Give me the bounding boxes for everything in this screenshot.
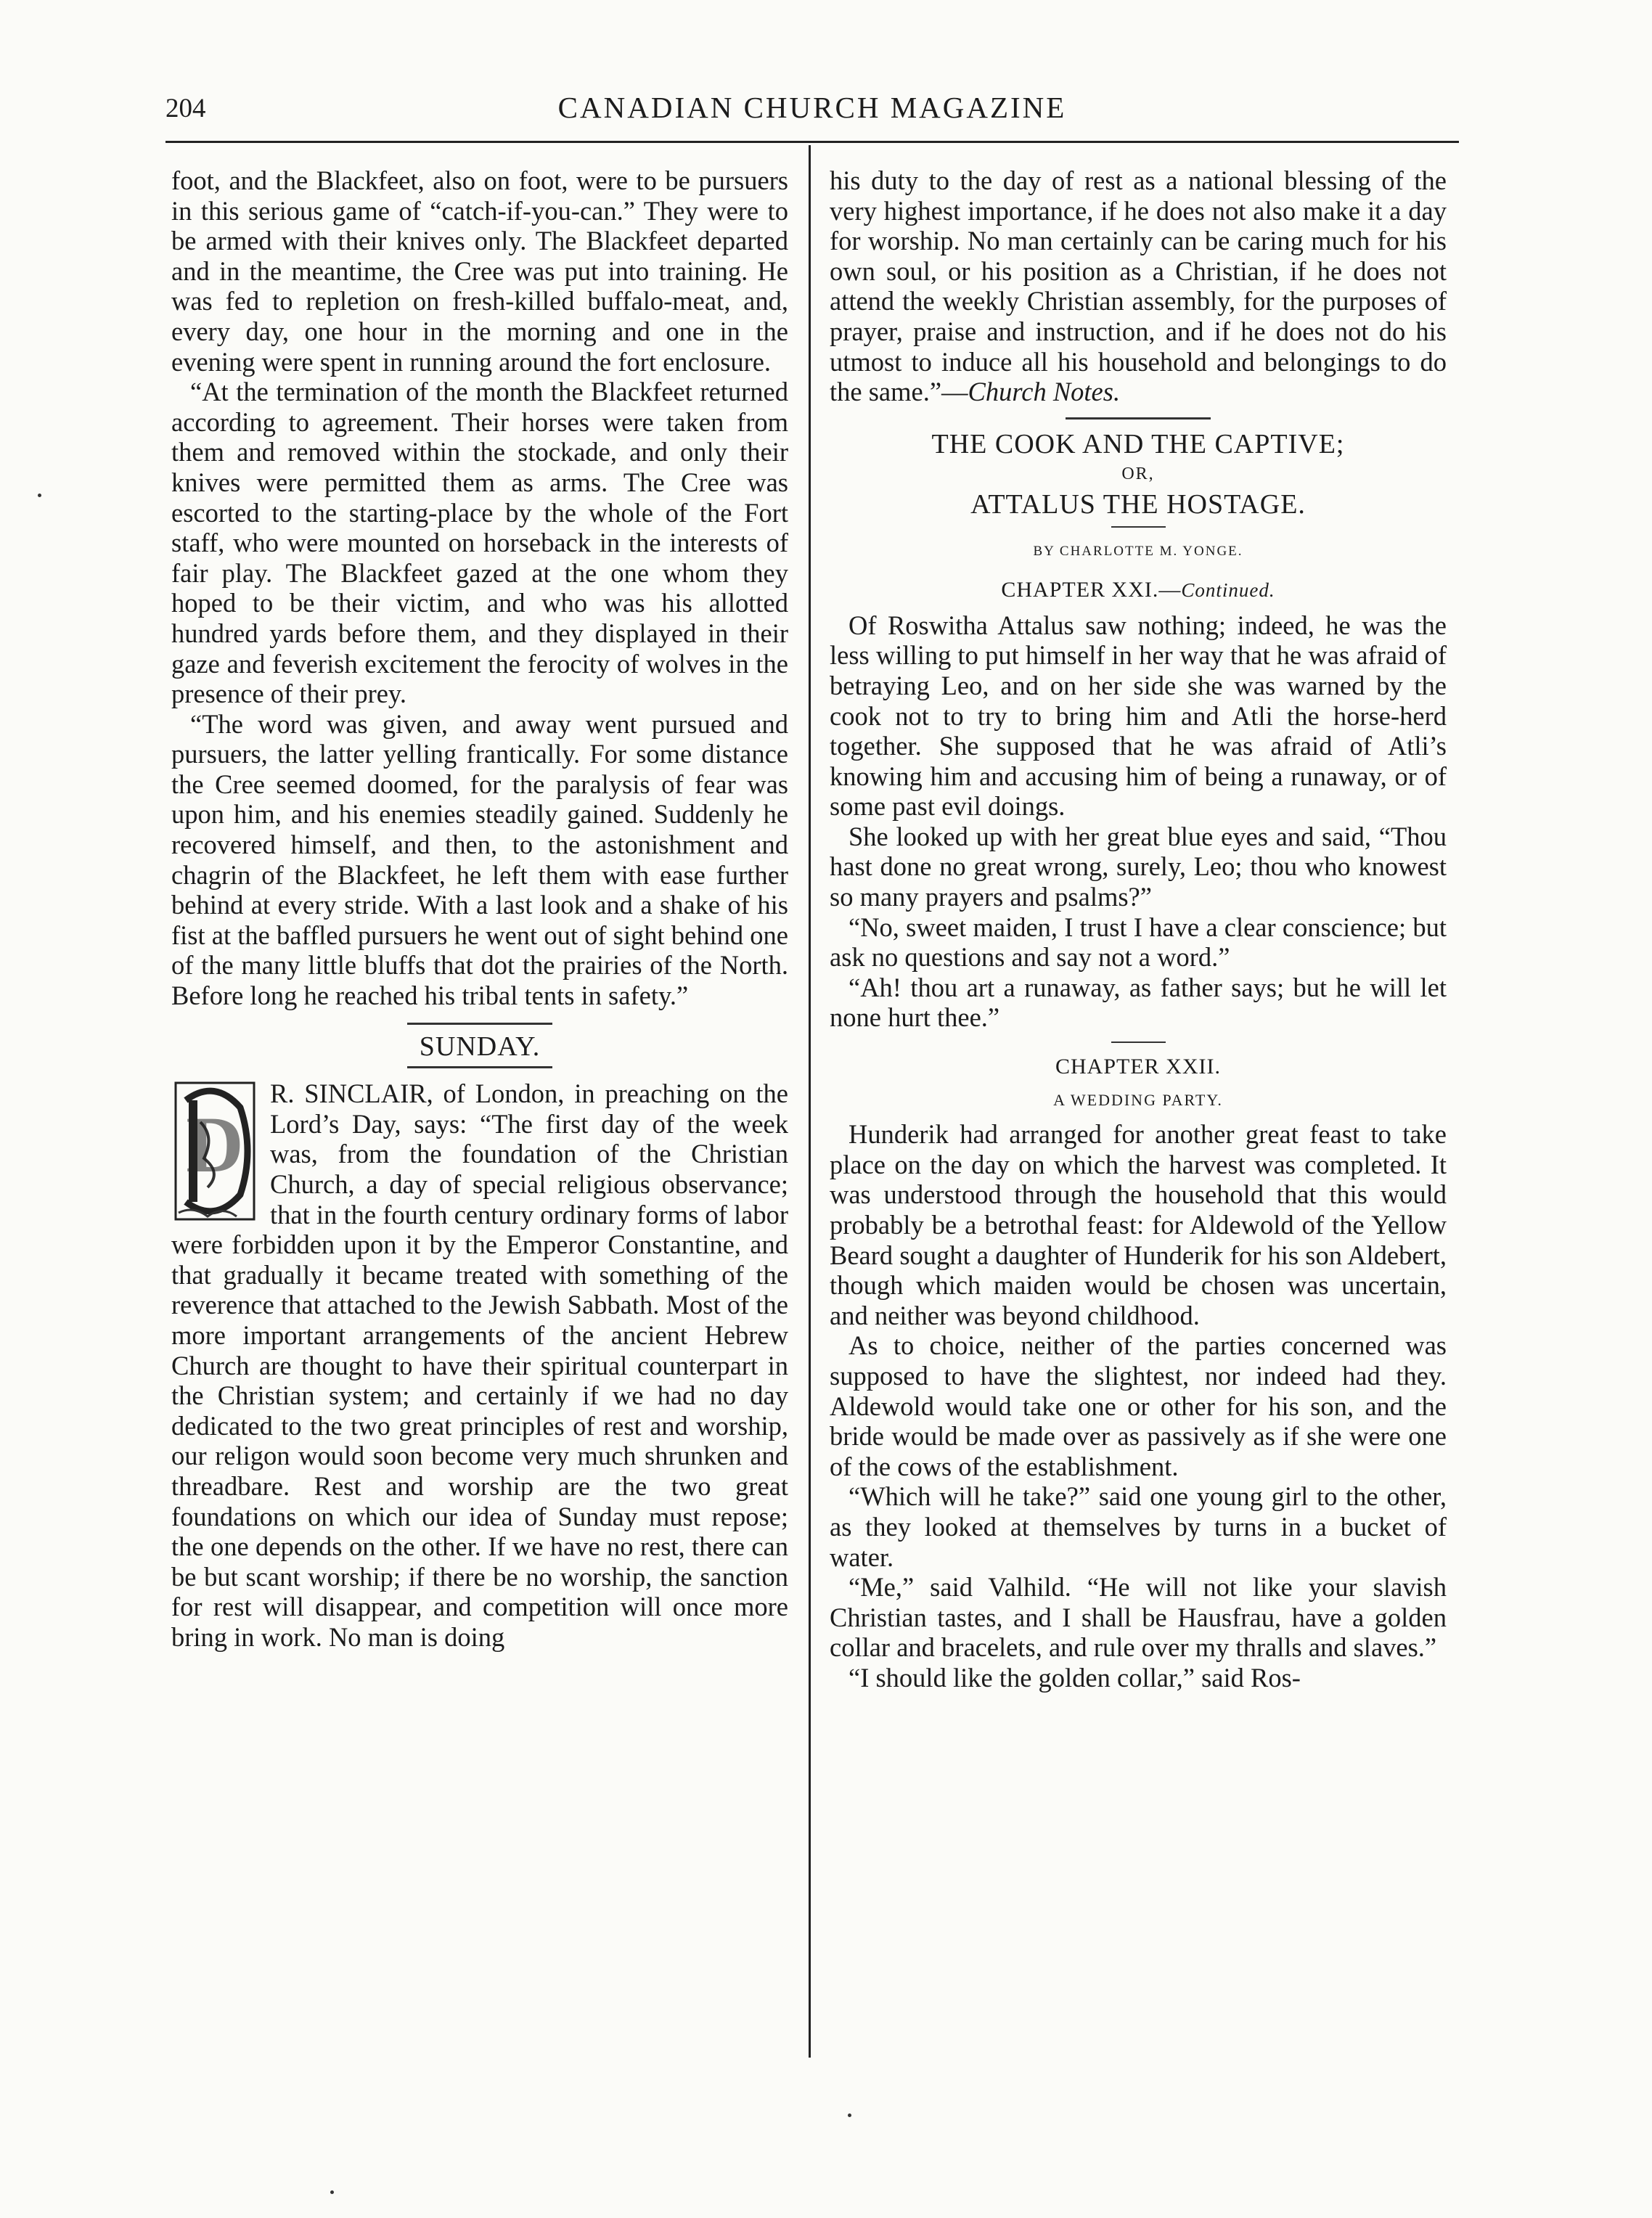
chapter-21-heading: CHAPTER XXI.—Continued. <box>1001 578 1275 602</box>
page-header <box>165 93 1459 136</box>
story-subtitle: ATTALUS THE HOSTAGE. <box>970 488 1306 520</box>
chapter-22-paragraph-3: “Which will he take?” said one young girl to the other, as they looked at themselves by turns in a bucket of water. <box>830 1481 1447 1572</box>
right-column <box>830 165 1447 1693</box>
chapter-22-paragraph-1: Hunderik had arranged for another great feast to take place on the day on which the harvest was completed. It was understood through the household that this would probably be a betrothal feast: for Aldewold of the Yellow Beard sought a daughter of Hunderik for his son Aldebert, though which maiden would be chosen was uncertain, and neither was beyond childhood. <box>830 1119 1447 1330</box>
left-column <box>171 165 788 1653</box>
source-citation: Church Notes. <box>968 377 1121 407</box>
byline: BY CHARLOTTE M. YONGE. <box>1033 543 1243 559</box>
page-number: 204 <box>165 94 206 123</box>
chapter-22-paragraph-4: “Me,” said Valhild. “He will not like your slavish Christian tastes, and I shall be Hausfrau, have a golden collar and bracelets, and rule over my thralls and slaves.” <box>830 1572 1447 1663</box>
column-divider <box>809 145 811 2058</box>
margin-speck <box>38 494 41 497</box>
left-paragraph-3: “The word was given, and away went pursued and pursuers, the latter yelling frantically. For some distance the Cree seemed doomed, for the paralysis of fear was upon him, and his enemies steadily gained. Suddenly he recovered himself, and then, to the astonishment and chagrin of the Blackfeet, he left them with ease further behind at every stride. With a last look and a shake of his fist at the baffled pursuers he went out of sight behind one of the many little bluffs that dot the prairies of the North. Before long he reached his tribal tents in safety.” <box>171 708 788 1011</box>
sunday-title: SUNDAY. <box>419 1031 541 1062</box>
left-paragraph-2: “At the termination of the month the Blackfeet returned according to agreement. Their horses were taken from them and removed within the stockade, and only their knives were permitted them as arms. The Cree was escorted to the starting-place by the whole of the Fort staff, who were mounted on horseback in the interests of fair play. The Blackfeet gazed at the one whom they hoped to be their victim, and who was his allotted hundred yards before them, and they displayed in their gaze and feverish excitement the ferocity of wolves in the presence of their prey. <box>171 377 788 709</box>
right-paragraph-1: his duty to the day of rest as a national blessing of the very highest importance, if he does not also make it a day for worship. No man certainly can be caring much for his own soul, or his position as a Christian, if he does not attend the weekly Christian assembly, for the purposes of prayer, praise and instruction, and if he does not do his utmost to induce all his household and belongings to do the same.”—Church Notes. <box>830 165 1447 407</box>
running-head: CANADIAN CHURCH MAGAZINE <box>557 91 1067 124</box>
ornamental-dropcap <box>171 1079 258 1224</box>
left-paragraph-1: foot, and the Blackfeet, also on foot, were to be pursuers in this serious game of “catch-if-you-can.” They were to be armed with their knives only. The Blackfeet departed and in the meantime, the Cree was put into training. He was fed to repletion on fresh-killed buffalo-meat, and, every day, one hour in the morning and one in the evening were spent in running around the fort enclosure. <box>171 165 788 377</box>
margin-speck <box>848 2113 851 2117</box>
dropcap-letter: D <box>186 1100 244 1190</box>
chapter-21-paragraph-2: She looked up with her great blue eyes and said, “Thou hast done no great wrong, surely, Leo; thou who knowest so many prayers and psalms?” <box>830 821 1447 912</box>
chapter-22-paragraph-5: “I should like the golden collar,” said Ros- <box>849 1662 1301 1693</box>
chapter-22-paragraph-2: As to choice, neither of the parties concerned was supposed to have the slightest, nor indeed had they. Aldewold would take one or other for his son, and the bride would be made over as passively as if she were one of the cows of the establishment. <box>830 1330 1447 1481</box>
chapter-21-paragraph-3: “No, sweet maiden, I trust I have a clear conscience; but ask no questions and say not a word.” <box>830 912 1447 973</box>
chapter-22-title: CHAPTER XXII. <box>1055 1055 1221 1079</box>
chapter-21-paragraph-1: Of Roswitha Attalus saw nothing; indeed, he was the less willing to put himself in her way that he was afraid of betraying Leo, and on her side she was warned by the cook not to try to bring him and Atli the horse-herd together. She supposed that he was afraid of Atli’s knowing him and accusing him of being a runaway, or of some past evil doings. <box>830 610 1447 822</box>
header-rule <box>165 141 1459 143</box>
story-title: THE COOK AND THE CAPTIVE; <box>931 428 1345 459</box>
sunday-paragraph: R. SINCLAIR, of London, in preaching on the Lord’s Day, says: “The first day of the week was, from the foundation of the Christian Church, a day of special religious observance; that in the fourth century ordinary forms of labor were forbidden upon it by the Emperor Constantine, and that gradually it became treated with something of the reverence that attached to the Jewish Sabbath. Most of the more important arrangements of the ancient Hebrew Church are thought to have their spiritual counterpart in the Christian system; and certainly if we had no day dedicated to the two great principles of rest and worship, our religon would soon become very much shrunken and threadbare. Rest and worship are the two great foundations on which our idea of Sunday must repose; the one depends on the other. If we have no rest, there can be but scant worship; if there be no worship, the sanction for rest will disappear, and competition will once more bring in work. No man is doing <box>171 1079 788 1652</box>
margin-speck <box>330 2190 334 2194</box>
chapter-22-subtitle: A WEDDING PARTY. <box>1053 1090 1223 1109</box>
story-or: OR, <box>1121 465 1155 484</box>
chapter-21-paragraph-4: “Ah! thou art a runaway, as father says; but he will let none hurt thee.” <box>830 972 1447 1033</box>
